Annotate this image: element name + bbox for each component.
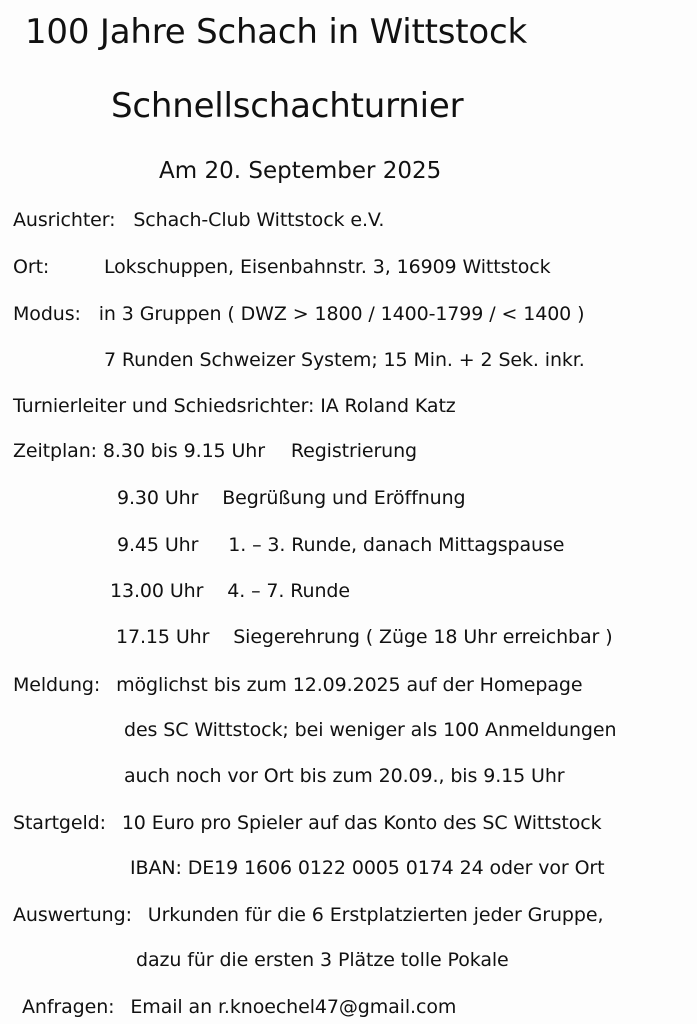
modus-detail-line: 7 Runden Schweizer System; 15 Min. + 2 Sek. inkr.	[104, 349, 585, 371]
iban-line: IBAN: DE19 1606 0122 0005 0174 24 oder vor Ort	[130, 857, 605, 879]
zeitplan-line-1	[13, 438, 417, 464]
ausrichter-value: Schach-Club Wittstock e.V.	[133, 209, 385, 231]
startgeld-text: 10 Euro pro Spieler auf das Konto des SC Wittstock	[121, 812, 602, 834]
schedule-event: 1. – 3. Runde, danach Mittagspause	[228, 534, 565, 556]
meldung-text: möglichst bis zum 12.09.2025 auf der Homepage	[116, 674, 583, 696]
schedule-event: Siegerehrung ( Züge 18 Uhr erreichbar )	[233, 626, 613, 648]
auswertung-line-1	[13, 902, 603, 928]
schedule-event: Begrüßung und Eröffnung	[222, 487, 466, 509]
zeitplan-line-4	[110, 578, 350, 604]
page-title: 100 Jahre Schach in Wittstock	[25, 12, 527, 52]
auswertung-label: Auswertung:	[13, 904, 132, 926]
meldung-line-3: auch noch vor Ort bis zum 20.09., bis 9.15 Uhr	[124, 765, 565, 787]
schedule-time: 17.15 Uhr	[116, 626, 210, 648]
zeitplan-line-2	[117, 485, 465, 511]
ort-line	[13, 254, 551, 280]
ort-value: Lokschuppen, Eisenbahnstr. 3, 16909 Wittstock	[104, 256, 551, 278]
tournament-name: Schnellschachturnier	[111, 86, 464, 126]
schedule-time: 8.30 bis 9.15 Uhr	[102, 440, 265, 462]
modus-label: Modus:	[13, 303, 81, 325]
meldung-line-2: des SC Wittstock; bei weniger als 100 Anmeldungen	[124, 719, 617, 741]
schedule-event: 4. – 7. Runde	[227, 580, 350, 602]
ausrichter-line	[13, 207, 384, 233]
schedule-time: 9.45 Uhr	[117, 534, 199, 556]
schedule-time: 9.30 Uhr	[117, 487, 199, 509]
anfragen-email: Email an r.knoechel47@gmail.com	[130, 996, 457, 1018]
zeitplan-line-5	[116, 624, 613, 650]
modus-value: in 3 Gruppen ( DWZ > 1800 / 1400-1799 / < 1400 )	[98, 303, 585, 325]
zeitplan-line-3	[117, 532, 564, 558]
schedule-event: Registrierung	[290, 440, 418, 462]
auswertung-line-2: dazu für die ersten 3 Plätze tolle Pokale	[136, 949, 509, 971]
event-date: Am 20. September 2025	[159, 158, 442, 184]
auswertung-text: Urkunden für die 6 Erstplatzierten jeder Gruppe,	[147, 904, 604, 926]
anfragen-line	[22, 994, 456, 1020]
ort-label: Ort:	[13, 256, 50, 278]
leitung-line: Turnierleiter und Schiedsrichter: IA Roland Katz	[13, 395, 456, 417]
meldung-label: Meldung:	[13, 674, 101, 696]
meldung-line-1	[13, 672, 582, 698]
anfragen-label: Anfragen:	[22, 996, 115, 1018]
zeitplan-label: Zeitplan:	[13, 440, 97, 462]
modus-line	[13, 301, 584, 327]
startgeld-label: Startgeld:	[13, 812, 106, 834]
schedule-time: 13.00 Uhr	[110, 580, 204, 602]
ausrichter-label: Ausrichter:	[13, 209, 116, 231]
startgeld-line-1	[13, 810, 602, 836]
